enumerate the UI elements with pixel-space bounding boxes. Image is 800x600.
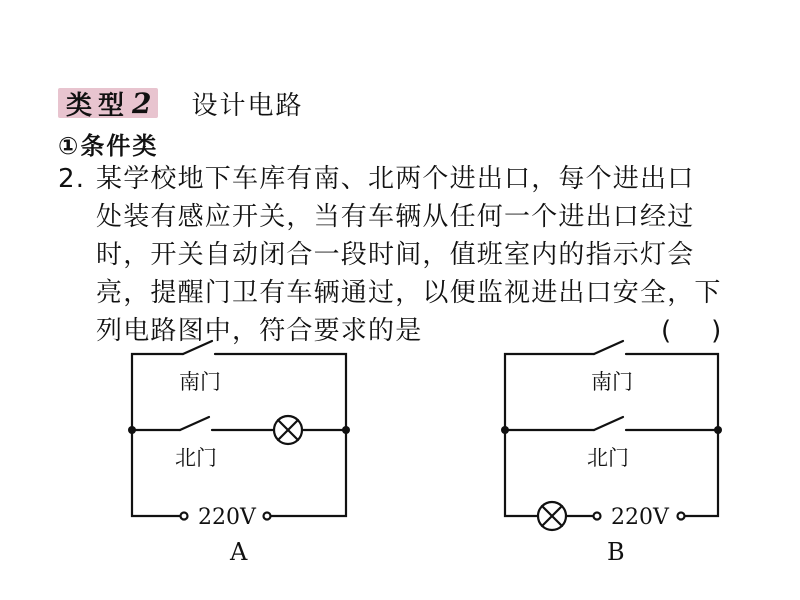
circuit-b-south-wire-left (505, 354, 594, 430)
type-tag-label: 类型 (66, 90, 131, 121)
circuit-b-supply-wire-right (685, 430, 718, 516)
subtype-label: ①条件类 (58, 132, 159, 160)
circuit-b-north-label: 北门 (587, 446, 629, 470)
circuit-a-supply-wire-left (132, 430, 180, 516)
circuit-a-option-label: A (230, 538, 248, 566)
circuit-b-south-wire-right (626, 354, 718, 430)
circuit-b-south-label: 南门 (591, 370, 633, 394)
question-text-line: 亮，提醒门卫有车辆通过，以便监视进出口安全，下 (96, 278, 722, 308)
circuit-a-junction-right (342, 426, 350, 434)
question-text-line: 某学校地下车库有南、北两个进出口，每个进出口 (96, 164, 695, 194)
question-text-line: 时，开关自动闭合一段时间，值班室内的指示灯会 (96, 240, 695, 270)
circuit-b-terminal-right (678, 513, 685, 520)
circuit-a-south-switch (183, 341, 212, 354)
circuit-a-supply-label: 220V (198, 505, 256, 530)
circuit-b-supply-label: 220V (611, 505, 669, 530)
circuit-a (132, 341, 346, 520)
circuit-b-junction-right (714, 426, 722, 434)
circuit-b-terminal-left (594, 513, 601, 520)
circuit-a-terminal-left (181, 513, 188, 520)
circuit-b-lamp-icon (538, 502, 566, 530)
question-text-line: 列电路图中，符合要求的是 (96, 316, 423, 346)
circuit-a-north-switch (180, 417, 209, 430)
circuit-b-north-switch (594, 417, 623, 430)
circuit-a-lamp-icon (274, 416, 302, 444)
circuit-a-terminal-right (264, 513, 271, 520)
circuit-b-option-label: B (607, 538, 625, 566)
type-tag-number: 2 (132, 86, 152, 120)
answer-blank: () (661, 316, 762, 346)
circuit-a-south-wire-left (132, 354, 183, 430)
circuit-b-supply-wire-left (505, 430, 538, 516)
question-number: 2. (58, 164, 86, 194)
circuit-a-junction-left (128, 426, 136, 434)
circuit-b-south-switch (594, 341, 623, 354)
question-text-line: 处装有感应开关，当有车辆从任何一个进出口经过 (96, 202, 695, 232)
section-title: 设计电路 (191, 90, 304, 121)
circuit-a-south-label: 南门 (179, 370, 221, 394)
circuit-b-junction-left (501, 426, 509, 434)
circuit-a-north-label: 北门 (175, 446, 217, 470)
